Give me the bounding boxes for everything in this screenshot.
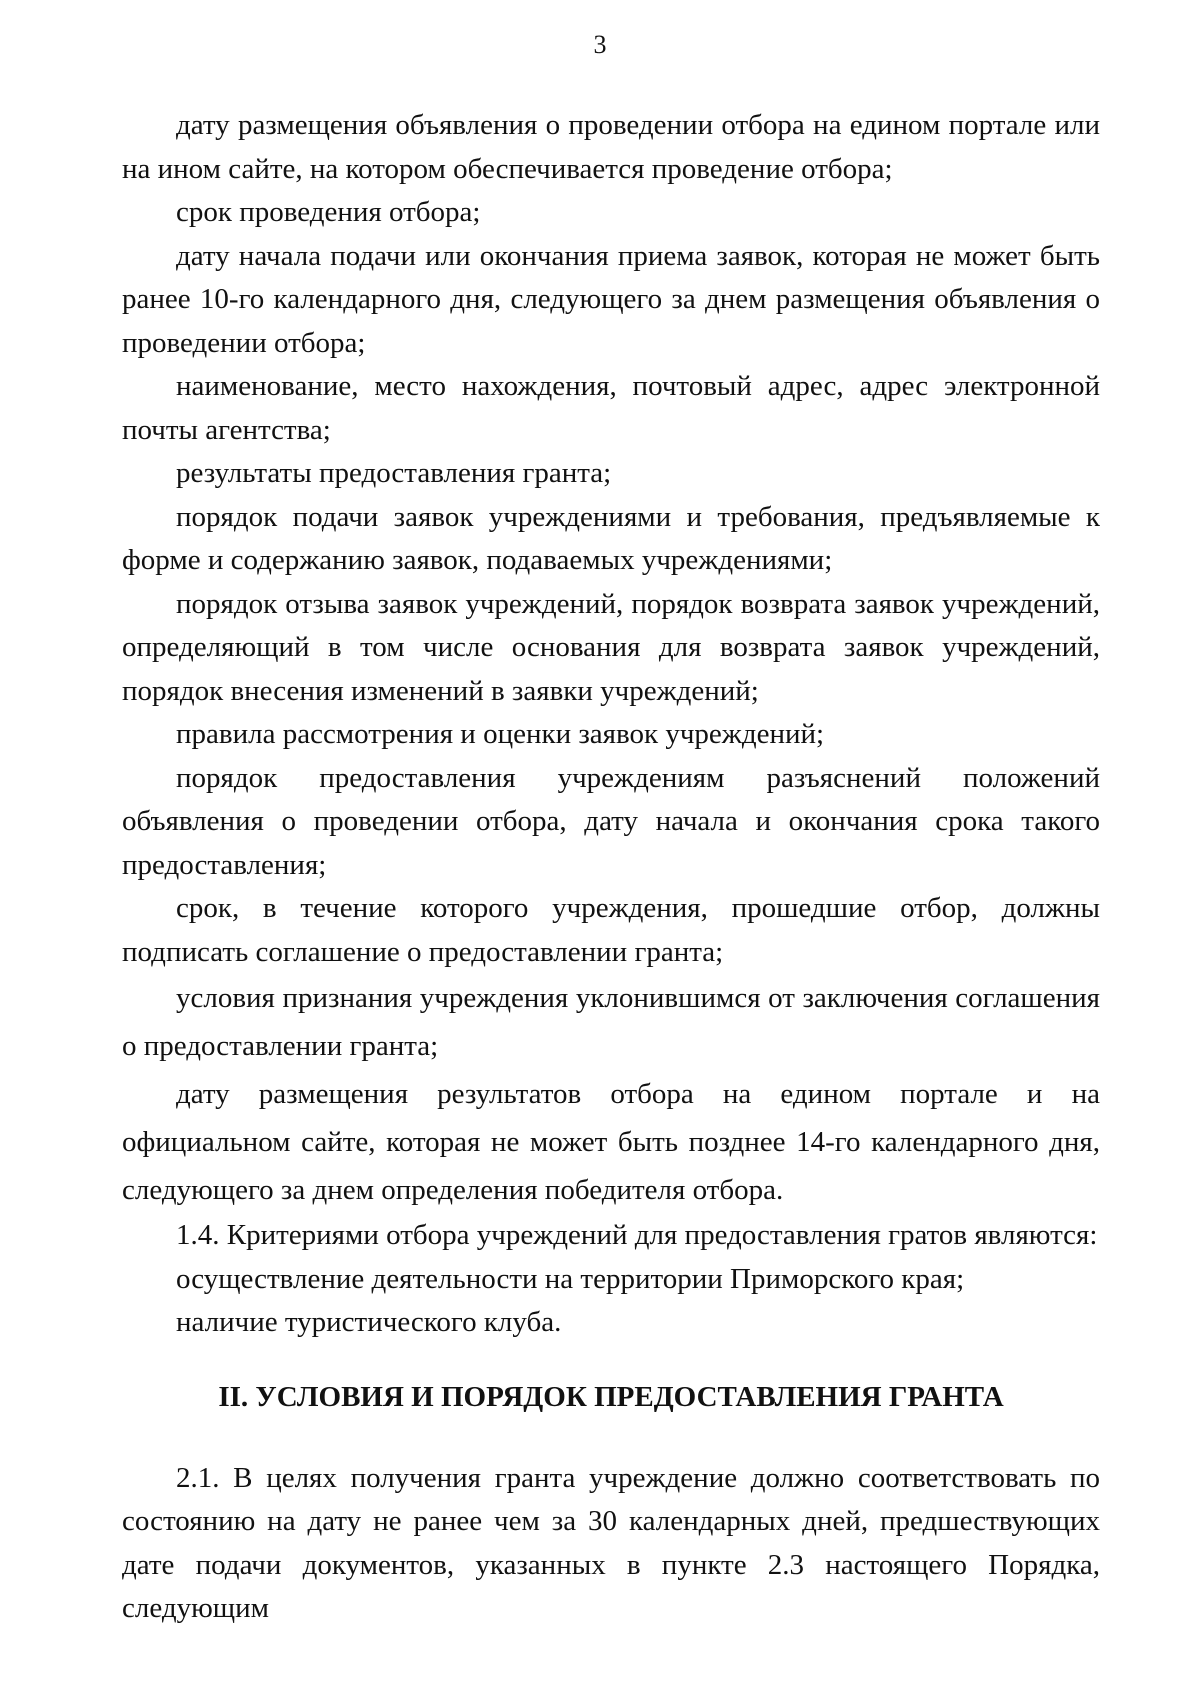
paragraph-announcement-date: дату размещения объявления о проведении отбора на едином портале или на ином сайте, на котором обеспечивается проведение отбора; bbox=[122, 109, 1100, 185]
paragraph-review-rules: правила рассмотрения и оценки заявок учреждений; bbox=[176, 718, 825, 750]
paragraph-agency-contacts: наименование, место нахождения, почтовый адрес, адрес электронной почты агентства; bbox=[122, 370, 1100, 446]
paragraph-selection-criteria: 1.4. Критериями отбора учреждений для предоставления гратов являются: bbox=[176, 1219, 1098, 1251]
paragraph-agreement-deadline: срок, в течение которого учреждения, прошедшие отбор, должны подписать соглашение о предоставлении гранта; bbox=[122, 892, 1100, 968]
paragraph-criterion-territory: осуществление деятельности на территории Приморского края; bbox=[176, 1262, 965, 1295]
page-number: 3 bbox=[593, 30, 607, 59]
document-body bbox=[122, 104, 1100, 1631]
paragraph-application-withdrawal: порядок отзыва заявок учреждений, порядок возврата заявок учреждений, определяющий в том числе основания для возврата заявок учреждений, порядок внесения изменений в заявки учреждений; bbox=[122, 587, 1100, 707]
paragraph-grant-results: результаты предоставления гранта; bbox=[176, 457, 612, 489]
section-heading-wrapper bbox=[122, 1345, 1100, 1457]
section-heading: II. УСЛОВИЯ И ПОРЯДОК ПРЕДОСТАВЛЕНИЯ ГРАНТА bbox=[218, 1380, 1004, 1413]
paragraph-selection-period: срок проведения отбора; bbox=[176, 196, 481, 228]
paragraph-evasion-conditions: условия признания учреждения уклонившимся от заключения соглашения о предоставлении гранта; bbox=[122, 982, 1100, 1062]
paragraph-criterion-tourist-club: наличие туристического клуба. bbox=[176, 1306, 562, 1338]
paragraph-clarifications: порядок предоставления учреждениям разъяснений положений объявления о проведении отбора, дату начала и окончания срока такого предоставления; bbox=[122, 761, 1100, 881]
paragraph-application-procedure: порядок подачи заявок учреждениями и требования, предъявляемые к форме и содержанию заявок, подаваемых учреждениями; bbox=[122, 500, 1100, 576]
paragraph-application-dates: дату начала подачи или окончания приема заявок, которая не может быть ранее 10-го календарного дня, следующего за днем размещения объявления о проведении отбора; bbox=[122, 239, 1100, 359]
paragraph-results-publication: дату размещения результатов отбора на едином портале и на официальном сайте, которая не может быть позднее 14-го календарного дня, следующего за днем определения победителя отбора. bbox=[122, 1078, 1100, 1206]
paragraph-grant-eligibility: 2.1. В целях получения гранта учреждение должно соответствовать по состоянию на дату не ранее чем за 30 календарных дней, предшествующих дате подачи документов, указанных в пункте 2.3 настоящего Порядка, следующим bbox=[122, 1461, 1100, 1624]
